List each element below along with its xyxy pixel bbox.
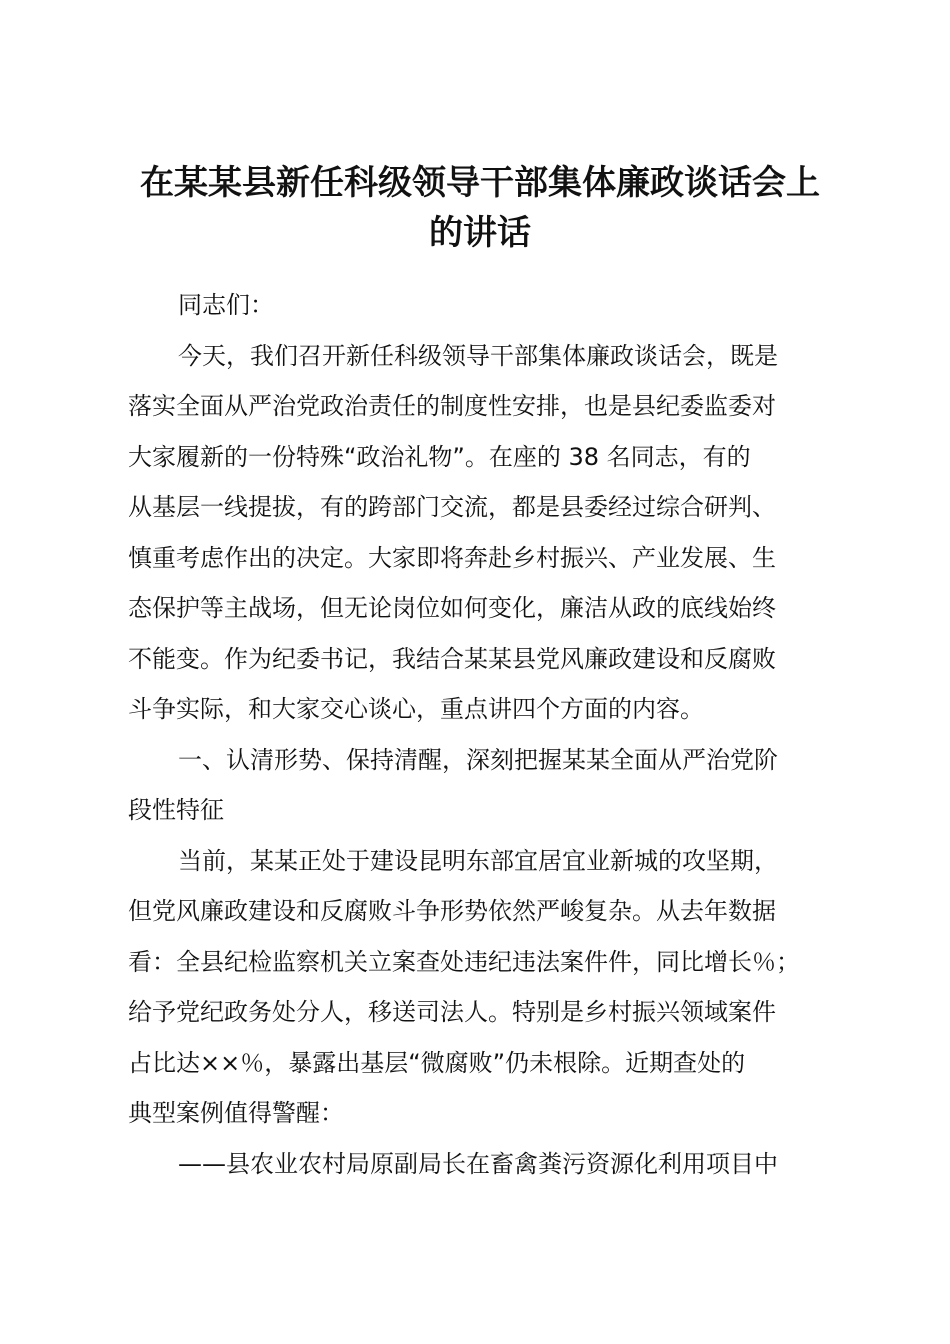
title-line: 的讲话 [429, 213, 531, 253]
title-line: 在某某县新任科级领导干部集体廉政谈话会上 [140, 163, 820, 203]
body-line: 大家履新的一份特殊“政治礼物”。在座的 38 名同志，有的 [128, 442, 751, 471]
document-title [120, 158, 840, 258]
section-heading-line: 段性特征 [128, 796, 224, 824]
body-line: 同志们： [178, 291, 274, 319]
document-body [128, 280, 850, 1189]
body-line: 态保护等主战场，但无论岗位如何变化，廉洁从政的底线始终 [128, 594, 776, 622]
body-line: 从基层一线提拔，有的跨部门交流，都是县委经过综合研判、 [128, 493, 776, 521]
body-line: 斗争实际，和大家交心谈心，重点讲四个方面的内容。 [128, 695, 704, 723]
body-line: 看：全县纪检监察机关立案查处违纪违法案件件，同比增长％； [128, 947, 800, 976]
body-line: 典型案例值得警醒： [128, 1099, 344, 1127]
body-line: 但党风廉政建设和反腐败斗争形势依然严峻复杂。从去年数据 [128, 897, 776, 925]
body-line: 落实全面从严治党政治责任的制度性安排，也是县纪委监委对 [128, 392, 776, 420]
body-line: 当前，某某正处于建设昆明东部宜居宜业新城的攻坚期， [178, 846, 778, 875]
body-line: 给予党纪政务处分人，移送司法人。特别是乡村振兴领域案件 [128, 998, 776, 1026]
section-heading-line: 一、认清形势、保持清醒，深刻把握某某全面从严治党阶 [178, 745, 778, 774]
body-line: 不能变。作为纪委书记，我结合某某县党风廉政建设和反腐败 [128, 644, 776, 673]
body-line: 慎重考虑作出的决定。大家即将奔赴乡村振兴、产业发展、生 [128, 543, 776, 572]
body-line: 占比达××％，暴露出基层“微腐败”仍未根除。近期查处的 [128, 1048, 746, 1077]
body-line: ——县农业农村局原副局长在畜禽粪污资源化利用项目中 [178, 1149, 778, 1178]
body-line: 今天，我们召开新任科级领导干部集体廉政谈话会，既是 [178, 341, 778, 370]
